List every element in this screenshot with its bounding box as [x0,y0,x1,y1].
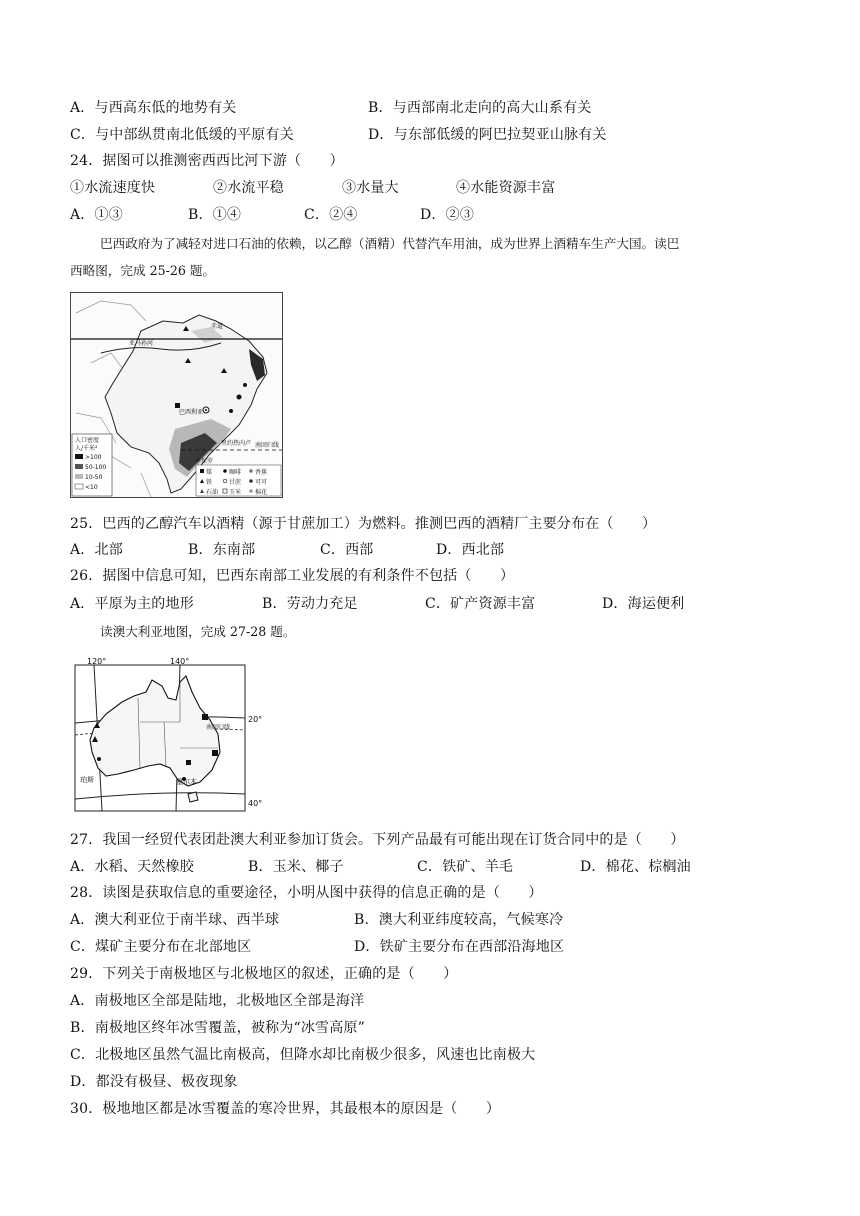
brazil-legend-unit: 人/千米² [75,445,98,452]
brazil-resource-coal: 煤 [206,469,213,476]
q28-option-c: C．煤矿主要分布在北部地区 [70,939,252,955]
q28-option-b: B．澳大利亚纬度较高，气候寒冷 [354,912,564,928]
australia-map [72,656,272,814]
aus-lon-120: 120° [87,657,107,666]
brazil-legend-item-2: 50-100 [85,464,107,471]
brazil-intro-line2: 西略图，完成 25-26 题。 [70,263,216,278]
brazil-label-sao-paulo: 圣保罗 [195,458,214,465]
q24-option-b: B．①④ [188,207,242,223]
aus-lat-40: 40° [248,799,263,808]
brazil-resource-corn: 玉米 [229,489,242,496]
q29-stem: 29．下列关于南极地区与北极地区的叙述，正确的是（ ） [70,966,458,982]
q25-option-d: D．西北部 [436,542,505,558]
q26-option-a: A．平原为主的地形 [70,596,194,612]
brazil-resource-cocoa: 可可 [255,479,268,486]
aus-lat-20: 20° [248,715,263,724]
q28-stem: 28．读图是获取信息的重要途径，小明从图中获得的信息正确的是（ ） [70,885,543,901]
brazil-legend-item-4: <10 [85,484,98,491]
brazil-map [70,292,283,498]
brazil-label-brasilia: 巴西利亚 [179,409,204,416]
q25-stem: 25．巴西的乙醇汽车以酒精（源于甘蔗加工）为燃料。推测巴西的酒精厂主要分布在（ ） [70,516,657,532]
q24-option-d: D．②③ [420,207,475,223]
q29-option-b: B．南极地区终年冰雪覆盖，被称为“冰雪高原” [70,1020,366,1036]
q27-option-c: C．铁矿、羊毛 [417,859,514,875]
q24-item-3: ③水量大 [342,180,399,196]
brazil-label-tropic: 南回归线 [255,442,280,449]
aus-label-melbourne: 墨尔本 [176,778,197,786]
q26-option-b: B．劳动力充足 [262,596,358,612]
q24-option-c: C．②④ [304,207,358,223]
brazil-resource-iron: 铁 [206,479,213,486]
q23-option-a: A．与西高东低的地势有关 [70,100,237,116]
brazil-label-amazon: 亚马孙河 [129,340,154,347]
q23-option-d: D．与东部低缓的阿巴拉契亚山脉有关 [368,127,607,143]
australia-intro: 读澳大利亚地图，完成 27-28 题。 [100,624,296,639]
q27-option-a: A．水稻、天然橡胶 [70,859,194,875]
brazil-resource-coffee: 咖啡 [229,469,242,476]
q29-option-c: C．北极地区虽然气温比南极高，但降水却比南极少很多，风速也比南极大 [70,1047,536,1063]
brazil-label-equator: 赤道 [211,323,224,330]
brazil-resource-sugarcane: 甘蔗 [229,479,242,486]
q26-option-c: C．矿产资源丰富 [425,596,536,612]
brazil-label-rio: 里约热内卢 [221,440,252,447]
q24-option-a: A．①③ [70,207,123,223]
brazil-resource-banana: 香蕉 [255,469,268,476]
q27-option-d: D．棉花、棕榈油 [580,859,691,875]
brazil-resource-oil: 石油 [206,489,219,496]
aus-label-tropic: 南回归线 [206,724,231,731]
q27-option-b: B．玉米、椰子 [248,859,344,875]
brazil-legend-item-1: >100 [85,454,102,461]
q24-item-1: ①水流速度快 [70,180,156,196]
aus-lon-140: 140° [170,657,190,666]
q26-stem: 26．据图中信息可知，巴西东南部工业发展的有利条件不包括（ ） [70,568,515,584]
brazil-resource-cotton: 棉花 [255,489,268,496]
q23-option-b: B．与西部南北走向的高大山系有关 [368,100,592,116]
q24-stem: 24．据图可以推测密西西比河下游（ ） [70,153,344,169]
q25-option-c: C．西部 [320,542,374,558]
q27-stem: 27．我国一经贸代表团赴澳大利亚参加订货会。下列产品最有可能出现在订货合同中的是（ ） [70,832,685,848]
brazil-legend-title: 人口密度 [75,437,100,444]
q24-item-4: ④水能资源丰富 [456,180,556,196]
q30-stem: 30．极地地区都是冰雪覆盖的寒冷世界，其最根本的原因是（ ） [70,1101,501,1117]
brazil-legend-item-3: 10-50 [85,474,103,481]
brazil-intro-line1: 巴西政府为了减轻对进口石油的依赖，以乙醇（酒精）代替汽车用油，成为世界上酒精车生产大国。读巴 [100,236,680,251]
q28-option-a: A．澳大利亚位于南半球、西半球 [70,912,280,928]
aus-label-perth: 珀斯 [80,776,94,784]
q26-option-d: D．海运便利 [602,596,685,612]
q23-option-c: C．与中部纵贯南北低缓的平原有关 [70,127,294,143]
q25-option-b: B．东南部 [188,542,256,558]
q28-option-d: D．铁矿主要分布在西部沿海地区 [354,939,565,955]
q24-item-2: ②水流平稳 [213,180,284,196]
q25-option-a: A．北部 [70,542,123,558]
q29-option-a: A．南极地区全部是陆地，北极地区全部是海洋 [70,993,365,1009]
q29-option-d: D．都没有极昼、极夜现象 [70,1074,238,1090]
